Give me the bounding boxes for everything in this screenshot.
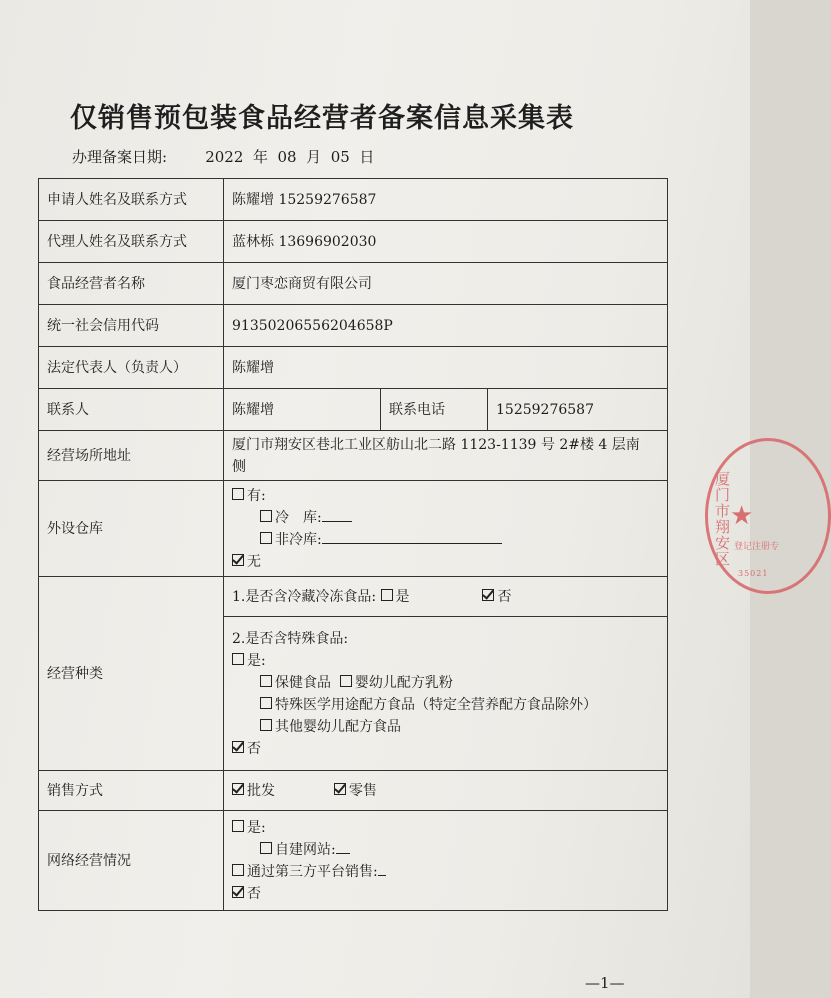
online-third-party[interactable] [232,861,659,883]
seal-text: 厦门市翔安区 [713,471,731,567]
checked-checkbox-icon[interactable] [232,554,244,566]
legal-rep-label: 法定代表人（负责人） [39,347,224,389]
checkbox-icon[interactable] [260,719,272,731]
warehouse-non-cold[interactable] [232,529,659,551]
q2-text: 2.是否含特殊食品: [232,630,349,647]
warehouse-cold[interactable] [232,507,659,529]
q2-other-infant[interactable] [232,716,659,738]
page-number: —1— [585,974,625,992]
checkbox-icon[interactable] [260,675,272,687]
infant-formula-text: 婴幼儿配方乳粉 [354,674,453,691]
checkbox-icon[interactable] [381,589,393,601]
wholesale-text: 批发 [247,782,275,799]
checked-checkbox-icon[interactable] [232,886,244,898]
business-type-q1 [224,577,668,617]
blank-line [336,839,350,854]
checkbox-icon[interactable] [232,820,244,832]
q2-yes[interactable] [232,650,659,672]
third-party-text: 通过第三方平台销售: [247,863,378,880]
year-unit: 年 [252,148,268,166]
seal-subtext: 登记注册专 [734,542,780,552]
q2-no[interactable] [232,738,659,760]
checkbox-icon[interactable] [260,532,272,544]
online-no-text: 否 [247,885,261,902]
q1-yes-text: 是 [395,588,410,605]
blank-line [378,861,386,876]
checkbox-icon[interactable] [232,864,244,876]
q2-health-infant [232,672,659,694]
row-contact [39,389,668,431]
medical-food-text: 特殊医学用途配方食品（特定全营养配方食品除外） [275,696,597,713]
filing-date [72,146,374,167]
checked-checkbox-icon[interactable] [232,783,244,795]
legal-rep-value: 陈耀增 [224,347,668,389]
address-value [224,431,668,481]
agent-value: 蓝林栎 13696902030 [224,221,668,263]
sales-mode-label: 销售方式 [39,771,224,811]
row-applicant [39,179,668,221]
own-site-text: 自建网站: [275,841,336,858]
row-sales-mode [39,771,668,811]
address-line-2: 侧 [232,458,246,475]
checkbox-icon[interactable] [340,675,352,687]
row-address [39,431,668,481]
official-seal [705,438,831,594]
q2-yes-text: 是: [247,652,266,669]
row-credit-code [39,305,668,347]
warehouse-no[interactable] [232,551,659,573]
checkbox-icon[interactable] [260,697,272,709]
phone-value: 15259276587 [488,389,668,431]
checkbox-icon[interactable] [260,842,272,854]
contact-value: 陈耀增 [224,389,381,431]
q2-no-text: 否 [247,740,261,757]
contact-label: 联系人 [39,389,224,431]
checkbox-icon[interactable] [232,488,244,500]
seal-code: 35021 [738,569,769,578]
business-type-q2 [224,617,668,771]
warehouse-options [224,481,668,577]
warehouse-non-cold-text: 非冷库: [275,531,322,548]
phone-label: 联系电话 [381,389,488,431]
business-type-label: 经营种类 [39,577,224,771]
applicant-value: 陈耀增 15259276587 [224,179,668,221]
health-food-text: 保健食品 [275,674,331,691]
operator-name-value: 厦门枣恋商贸有限公司 [224,263,668,305]
sales-mode-options [224,771,668,811]
warehouse-label: 外设仓库 [39,481,224,577]
info-table [38,178,668,911]
warehouse-no-text: 无 [247,553,261,570]
checked-checkbox-icon[interactable] [232,741,244,753]
row-operator-name [39,263,668,305]
q2-medical[interactable] [232,694,659,716]
warehouse-cold-text: 冷 库: [275,509,322,526]
row-agent [39,221,668,263]
retail-text: 零售 [348,782,377,799]
checked-checkbox-icon[interactable] [334,783,346,795]
credit-code-value: 91350206556204658P [224,305,668,347]
applicant-label: 申请人姓名及联系方式 [39,179,224,221]
online-no[interactable] [232,883,659,905]
blank-line [322,529,502,544]
row-warehouse [39,481,668,577]
online-options [224,811,668,911]
online-yes-text: 是: [247,819,266,836]
address-label: 经营场所地址 [39,431,224,481]
day-unit: 日 [359,148,375,166]
filing-date-day: 05 [330,148,350,166]
other-infant-text: 其他婴幼儿配方食品 [275,718,401,735]
address-line-1: 厦门市翔安区巷北工业区舫山北二路 1123-1139 号 2#楼 4 层南 [232,436,640,453]
online-yes[interactable] [232,817,659,839]
filing-date-label: 办理备案日期: [72,148,168,166]
credit-code-label: 统一社会信用代码 [39,305,224,347]
agent-label: 代理人姓名及联系方式 [39,221,224,263]
checkbox-icon[interactable] [260,510,272,522]
document-title: 仅销售预包装食品经营者备案信息采集表 [70,103,574,134]
operator-name-label: 食品经营者名称 [39,263,224,305]
checkbox-icon[interactable] [232,653,244,665]
filing-date-month: 08 [277,148,297,166]
row-online [39,811,668,911]
month-unit: 月 [306,148,322,166]
star-icon: ★ [730,501,754,531]
warehouse-yes-text: 有: [247,487,266,504]
row-legal-rep [39,347,668,389]
checked-checkbox-icon[interactable] [482,589,494,601]
blank-line [322,507,352,522]
row-business-type-q1 [39,577,668,617]
warehouse-yes[interactable] [232,485,659,507]
filing-date-year: 2022 [205,148,244,166]
online-own-site[interactable] [232,839,659,861]
online-label: 网络经营情况 [39,811,224,911]
q1-no-text: 否 [497,588,512,605]
q1-text: 1.是否含冷藏冷冻食品: [232,588,377,605]
